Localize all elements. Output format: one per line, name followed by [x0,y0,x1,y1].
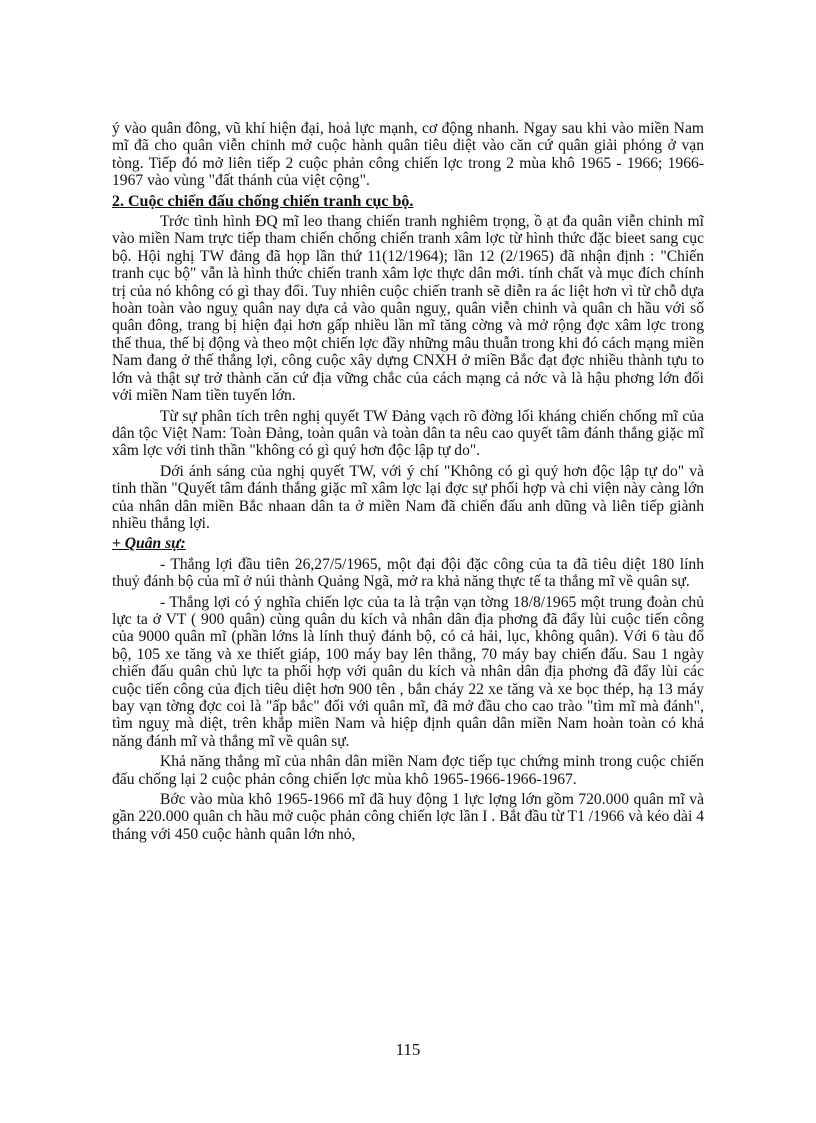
paragraph: ý vào quân đông, vũ khí hiện đại, hoả lực mạnh, cơ động nhanh. Ngay sau khi vào miền Nam mĩ đã cho quân viễn chinh mở cuộc hành quân tiêu diệt vào căn cứ quân giải phóng ở vạn tòng. Tiếp đó mở liên tiếp 2 cuộc phản công chiến lợc trong 2 mùa khô 1965 - 1966; 1966-1967 vào vùng "đất thánh của việt cộng". [112,120,704,190]
subheading-military: + Quân sự: [112,535,186,553]
section-heading: 2. Cuộc chiến đấu chống chiến tranh cục bộ. [112,192,414,210]
paragraph: Bớc vào mùa khô 1965-1966 mĩ đã huy động 1 lực lợng lớn gồm 720.000 quân mĩ và gần 220.000 quân ch hầu mở cuộc phản công chiến lợc lần I . Bắt đầu từ T1 /1966 và kéo dài 4 tháng với 450 cuộc hành quân lớn nhỏ, [112,791,704,843]
paragraph: Từ sự phân tích trên nghị quyết TW Đảng vạch rõ đờng lối kháng chiến chống mĩ của dân tộc Việt Nam: Toàn Đảng, toàn quân và toàn dân ta nêu cao quyết tâm đánh thắng giặc mĩ xâm lợc với tinh thần "không có gì quý hơn độc lập tự do". [112,407,704,460]
paragraph: Khả năng thắng mĩ của nhân dân miền Nam đợc tiếp tục chứng minh trong cuộc chiến đấu chống lại 2 cuộc phản công chiến lợc mùa khô 1965-1966-1966-1967. [112,753,704,788]
paragraph: Dới ánh sáng của nghị quyết TW, với ý chí "Không có gì quý hơn độc lập tự do" và tinh thần "Quyết tâm đánh thắng giặc mĩ xâm lợc lại đợc sự phối hợp và chi viện này càng lớn của nhân dân miền Bắc nhaan dân ta ở miền Nam đã chiến đấu anh dũng và liên tiếp giành nhiều thắng lợi. [112,462,704,532]
list-item: - Thắng lợi có ý nghĩa chiến lợc của ta là trận vạn tờng 18/8/1965 một trung đoàn chủ lực ta ở VT ( 900 quân) cùng quân du kích và nhân dân địa phơng đã đẩy lùi cuộc tiến công của 9000 quân mĩ (phần lớns là lính thuỷ đánh bộ, có cả hải, lục, không quân). Với 6 tàu đổ bộ, 105 xe tăng và xe thiết giáp, 100 máy bay lên thẳng, 70 máy bay chiến đấu. Sau 1 ngày chiến đấu quân chủ lực ta phối hợp với quân du kích và nhân dân địa phơng đã đẩy lùi các cuộc tiến công của địch tiêu diệt hơn 900 tên , bắn cháy 22 xe tăng và xe bọc thép, hạ 13 máy bay vạn tờng đợc coi là "ấp bắc" đối với quân mĩ, đã mở đầu cho cao trào "tìm mĩ mà đánh", tìm nguỵ mà diệt, trên khắp miền Nam và hiệp định quân dân miền Nam hoàn toàn có khả năng đánh mĩ và thắng mĩ về quân sự. [112,593,704,750]
page-number: 115 [395,1040,421,1059]
document-body [112,120,704,846]
list-item: - Thắng lợi đầu tiên 26,27/5/1965, một đại đội đặc công của ta đã tiêu diệt 180 lính thuỷ đánh bộ của mĩ ở núi thành Quảng Ngã, mở ra khả năng thực tế ta thắng mĩ về quân sự. [112,555,704,591]
paragraph: Trớc tình hình ĐQ mĩ leo thang chiến tranh nghiêm trọng, ồ ạt đa quân viễn chinh mĩ vào miền Nam trực tiếp tham chiến chống chiến tranh xâm lợc từ hình thức đặc bieet sang cục bộ. Hội nghị TW đảng đã họp lần thứ 11(12/1964); lần 12 (2/1965) đã nhận định : "Chiến tranh cục bộ" vẫn là hình thức chiến tranh xâm lợc thực dân mới. tính chất và mục đích chính trị của nó không có gì thay đổi. Tuy nhiên cuộc chiến tranh sẽ diễn ra ác liệt hơn vì từ chỗ dựa hoàn toàn vào nguỵ quân nay dựa cả vào quân nguỵ, quân viễn chinh và quân ch hầu với số quân đông, trang bị hiện đại hơn gấp nhiều lần mĩ tăng cờng và mở rộng đợc xâm lợc trong thế thua, thế bị động và theo một chiến lợc đầy những mâu thuẫn trong khi đó cách mạng miền Nam đang ở thế thắng lợi, công cuộc xây dựng CNXH ở miền Bắc đạt đợc nhiều thành tựu to lớn và thật sự trở thành căn cứ địa vững chắc của cách mạng cả nớc và là hậu phơng lớn đối với miền Nam tiền tuyến lớn. [112,213,704,405]
